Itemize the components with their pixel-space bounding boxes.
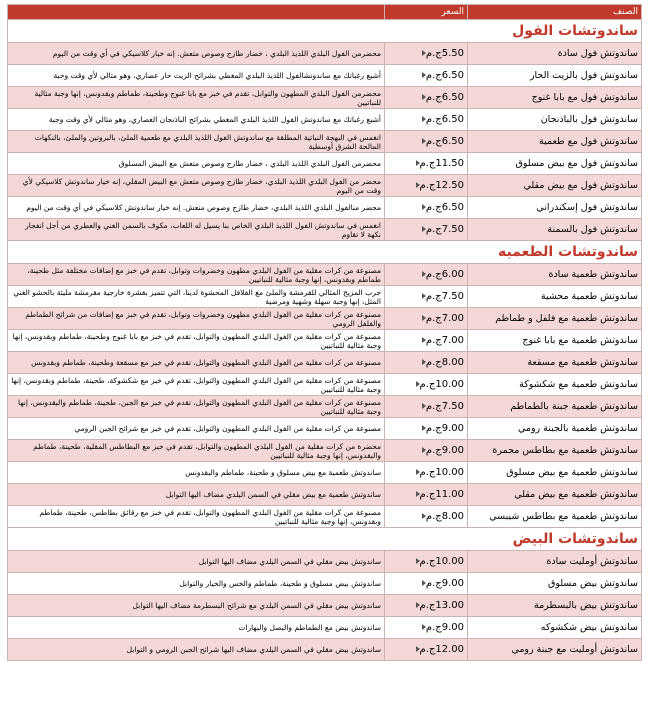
item-price: 6.50ج.م: [425, 70, 464, 81]
item-description: ساندوتش بيض مسلوق و طحينة، طماطم والخس والخيار والتوابل: [179, 579, 381, 588]
item-cell: [468, 462, 642, 484]
table-row: [8, 595, 642, 617]
price-cell: [385, 595, 468, 617]
item-name: ساندوتش أومليت مع جبنة رومي: [511, 644, 638, 655]
item-cell: [468, 175, 642, 197]
item-price: 7.50ج.م: [425, 401, 464, 412]
desc-cell: [8, 396, 385, 418]
desc-cell: [8, 65, 385, 87]
item-name: ساندوتش طعمية مع بابا غنوج: [522, 335, 638, 346]
item-cell: [468, 65, 642, 87]
table-row: [8, 43, 642, 65]
item-name: ساندوتش طعمية سادة: [548, 269, 638, 280]
item-name: ساندوتش طعمية جبنة بالطماطم: [510, 401, 638, 412]
price-cell: [385, 330, 468, 352]
desc-cell: [8, 43, 385, 65]
item-price: 6.00ج.م: [425, 269, 464, 280]
item-price: 9.00ج.م: [425, 622, 464, 633]
item-price: 7.50ج.م: [425, 224, 464, 235]
table-row: [8, 175, 642, 197]
item-price: 12.50ج.م: [419, 180, 464, 191]
desc-cell: [8, 330, 385, 352]
price-cell: [385, 197, 468, 219]
section-header: [8, 20, 642, 43]
item-description: مصنوعة من كرات مقلية من الفول البلدي المطهون والتوابل، تقدم في خبز مع رقائق بطاطس، طحينة، طماطم وبقدونس، إنها وجبة مثالية للنباتيين: [39, 507, 381, 526]
table-row: [8, 219, 642, 241]
header-price: السعر: [385, 5, 468, 20]
desc-cell: [8, 264, 385, 286]
section-header: [8, 528, 642, 551]
table-row: [8, 131, 642, 153]
menu-body: [8, 20, 642, 661]
price-cell: [385, 175, 468, 197]
section-cell: [8, 528, 642, 551]
item-name: ساندوتش طعمية بالجبنة رومي: [517, 423, 638, 434]
desc-cell: [8, 352, 385, 374]
desc-cell: [8, 595, 385, 617]
section-title: ساندوتشات البيض: [512, 531, 638, 547]
item-description: انغمس في البهجة النباتية المطلقة مع ساندوتش الفول اللذيذ البلدي مع طعمية الملئ، بالبروتين والملئ، بالنكهات المالحة الشرق أوسطية: [34, 132, 381, 151]
section-title: ساندوتشات الفول: [512, 23, 638, 39]
item-description: ساندوتش طعمية مع بيض مسلوق و طحينة، طماطم والبقدونس: [185, 468, 381, 477]
item-name: ساندوتش طعمية مع بطاطس محمرة: [492, 445, 638, 456]
section-title: ساندوتشات الطعميه: [498, 244, 638, 260]
table-row: [8, 639, 642, 661]
price-cell: [385, 308, 468, 330]
table-row: [8, 197, 642, 219]
item-price: 12.00ج.م: [419, 644, 464, 655]
item-cell: [468, 109, 642, 131]
item-name: ساندوتش فول إسكندراني: [536, 202, 638, 213]
item-cell: [468, 308, 642, 330]
item-price: 11.50ج.م: [419, 158, 464, 169]
price-cell: [385, 65, 468, 87]
item-name: ساندوتش فول سادة: [557, 48, 638, 59]
item-price: 9.00ج.م: [425, 445, 464, 456]
desc-cell: [8, 551, 385, 573]
item-price: 9.00ج.م: [425, 423, 464, 434]
price-cell: [385, 374, 468, 396]
desc-cell: [8, 374, 385, 396]
header-desc: [8, 5, 385, 20]
item-description: محضر منالفول البلدي اللذيذ البلدي، خضار طازج وصوص متعش. إنه خيار ساندوتش كلاسيكي في أي وقت من اليوم: [26, 203, 381, 212]
item-description: مصنوعة من كرات مقلية من الفول البلدي المطهون والتوابل، تقدم في خبز مع بابا غنوج وطحينة، طماطم وبقدونس، إنها وجبة مثالية للنباتيين: [12, 331, 381, 350]
item-cell: [468, 506, 642, 528]
item-description: محضرمن الفول البلدي اللذيذ البلدي ، خضار طازج وصوص متعش مع البيض المسلوق: [118, 159, 381, 168]
desc-cell: [8, 617, 385, 639]
desc-cell: [8, 308, 385, 330]
table-row: [8, 352, 642, 374]
item-price: 6.50ج.م: [425, 92, 464, 103]
item-name: ساندوتش طعمية مع مسقعة: [527, 357, 638, 368]
table-row: [8, 396, 642, 418]
table-row: [8, 418, 642, 440]
item-price: 7.50ج.م: [425, 291, 464, 302]
desc-cell: [8, 153, 385, 175]
desc-cell: [8, 197, 385, 219]
item-name: ساندوتش أومليت سادة: [546, 556, 638, 567]
price-cell: [385, 462, 468, 484]
table-row: [8, 153, 642, 175]
item-description: انغمس في ساندوتش الفول اللذيذ البلدي الخاص بنا يسيل له اللعاب، مكوف بالسمن الغني والعطري من أجل انفجار نكهة لا تقاوم: [25, 220, 381, 239]
price-cell: [385, 418, 468, 440]
item-cell: [468, 264, 642, 286]
item-description: محضرمن الفول البلدي المطهون والتوابل، تقدم في خبز مع بابا غنوج وطحينة، طماطم وبقدونس، إنها وجبة مثالية للنباتيين: [34, 88, 381, 107]
item-cell: [468, 286, 642, 308]
table-row: [8, 506, 642, 528]
desc-cell: [8, 418, 385, 440]
table-row: [8, 551, 642, 573]
price-cell: [385, 43, 468, 65]
item-price: 7.00ج.م: [425, 313, 464, 324]
item-name: ساندوتش فول بالزيت الحار: [529, 70, 638, 81]
item-price: 6.50ج.م: [425, 202, 464, 213]
menu-table: [7, 4, 642, 661]
item-cell: [468, 330, 642, 352]
item-price: 7.00ج.م: [425, 335, 464, 346]
item-cell: [468, 396, 642, 418]
price-cell: [385, 440, 468, 462]
item-price: 9.00ج.م: [425, 578, 464, 589]
price-cell: [385, 219, 468, 241]
item-cell: [468, 87, 642, 109]
price-cell: [385, 617, 468, 639]
header-item: الصنف: [468, 5, 642, 20]
item-price: 10.00ج.م: [419, 379, 464, 390]
table-row: [8, 264, 642, 286]
item-name: ساندوتش فول بالباذنجان: [540, 114, 638, 125]
item-cell: [468, 131, 642, 153]
price-cell: [385, 153, 468, 175]
price-cell: [385, 573, 468, 595]
desc-cell: [8, 286, 385, 308]
desc-cell: [8, 573, 385, 595]
price-cell: [385, 639, 468, 661]
item-description: مصنوعة من كرات مقلية من الفول البلدي المطهون والتوابل، تقدم في خبز مع شرائح الجبن الرومي: [74, 424, 381, 433]
desc-cell: [8, 109, 385, 131]
section-cell: [8, 241, 642, 264]
item-cell: [468, 639, 642, 661]
item-cell: [468, 440, 642, 462]
item-description: مصنوعة من كرات مقلية من الفول البلدي مطهون وخضروات وتوابل، تقدم في خبز مع إضافات من شرائح الطماطم والفلفل الرومي: [25, 309, 381, 328]
item-description: محضرمن الفول البلدي اللذيذ البلدي ، خضار طازج وصوص متعش. إنه خيار كلاسيكي في أي وقت من اليوم: [52, 49, 381, 58]
item-price: 10.00ج.م: [419, 467, 464, 478]
item-name: ساندوتش بيض بالبسطرمة: [533, 600, 638, 611]
item-name: ساندوتش طعمية مع بطاطس شيبسي: [489, 511, 638, 522]
item-price: 13.00ج.م: [419, 600, 464, 611]
item-description: ساندوتش بيض مع الطماطم والبصل والبهارات: [238, 623, 381, 632]
menu-page: [8, 4, 642, 661]
desc-cell: [8, 131, 385, 153]
price-cell: [385, 109, 468, 131]
table-row: [8, 617, 642, 639]
table-row: [8, 286, 642, 308]
item-description: أشبع رغباتك مع ساندوتشالفول اللذيذ البلدي المغطي بشرائح الزيت حار عصاري، وهو مثالي لأي وقت وجبة: [53, 71, 381, 80]
item-cell: [468, 595, 642, 617]
table-row: [8, 484, 642, 506]
item-cell: [468, 43, 642, 65]
table-row: [8, 573, 642, 595]
table-row: [8, 65, 642, 87]
item-cell: [468, 573, 642, 595]
item-name: ساندوتش طعمية مع بيض مقلي: [514, 489, 638, 500]
item-name: ساندوتش طعمية مع بيض مسلوق: [506, 467, 638, 478]
section-header: [8, 241, 642, 264]
price-cell: [385, 551, 468, 573]
price-cell: [385, 87, 468, 109]
table-row: [8, 330, 642, 352]
price-cell: [385, 484, 468, 506]
item-name: ساندوتش فول بالسمنة: [547, 224, 638, 235]
section-cell: [8, 20, 642, 43]
item-description: ساندوتش بيض مقلي في السمن البلدي مضاف اليها التوابل: [198, 557, 381, 566]
table-header: [8, 5, 642, 20]
item-name: ساندوتش طعمية مع فلفل و طماطم: [495, 313, 638, 324]
item-description: محضر من الفول البلدي اللذيذ البلدي، خضار طازج وصوص متعش مع البيض المقلي، إنه خيار ساندوتش كلاسيكي لأي وقت من اليوم: [22, 176, 381, 195]
item-cell: [468, 197, 642, 219]
item-cell: [468, 153, 642, 175]
item-description: جرب المزيج المثالي للقرمشة والملئ مع الفلافل المحشوة لدينا، التي تتميز بقشرة خارجية مقرمشة مليئة بالحشو الغني المثل، إنها وجبة سهلة وشهية ومرضية: [13, 287, 381, 306]
item-description: محضرة من كرات مقلية من الفول البلدي المطهون والتوابل، تقدم في خبز مع البطاطس المقلية، طحينة، طماطم والبقدونس، إنها وجبة مثالية للنباتيين: [33, 441, 381, 460]
item-description: مصنوعة من كرات مقلية من الفول البلدي المطهون والتوابل، تقدم في خبز مع الجبن، طحينة، طماطم والبقدونس، إنها وجبة مثالية للنباتيين: [18, 397, 381, 416]
price-cell: [385, 352, 468, 374]
item-name: ساندوتش فول مع بيض مقلي: [523, 180, 638, 191]
price-cell: [385, 506, 468, 528]
desc-cell: [8, 639, 385, 661]
desc-cell: [8, 484, 385, 506]
item-cell: [468, 617, 642, 639]
desc-cell: [8, 219, 385, 241]
item-price: 11.00ج.م: [419, 489, 464, 500]
item-description: مصنوعة من كرات مقلية من الفول البلدي المطهون والتوابل، تقدم في خبز مع شكشوكة، طحينة، طماطم وبقدونس، إنها وجبة مثالية للنباتيين: [11, 375, 381, 394]
table-row: [8, 87, 642, 109]
item-price: 8.00ج.م: [425, 511, 464, 522]
item-price: 6.50ج.م: [425, 136, 464, 147]
desc-cell: [8, 440, 385, 462]
item-name: ساندوتش بيض مسلوق: [547, 578, 638, 589]
item-price: 6.50ج.م: [425, 114, 464, 125]
price-cell: [385, 286, 468, 308]
table-row: [8, 440, 642, 462]
table-row: [8, 308, 642, 330]
desc-cell: [8, 506, 385, 528]
price-cell: [385, 131, 468, 153]
item-name: ساندوتش طعمية محشية: [540, 291, 638, 302]
item-cell: [468, 352, 642, 374]
desc-cell: [8, 87, 385, 109]
item-name: ساندوتش فول مع طعمية: [539, 136, 638, 147]
item-description: ساندوتش بيض مقلي في السمن البلدي مع شرائح البسطرمة مضاف اليها التوابل: [132, 601, 381, 610]
item-cell: [468, 484, 642, 506]
item-price: 5.50ج.م: [425, 48, 464, 59]
item-name: ساندوتش فول مع بابا غنوج: [531, 92, 638, 103]
item-name: ساندوتش طعمية مع شكشوكة: [519, 379, 638, 390]
price-cell: [385, 396, 468, 418]
item-cell: [468, 551, 642, 573]
item-description: أشبع رغباتك مع ساندوتش الفول اللذيذ البلدي المغطي بشرائح الباذنجان العصاري، وهو مثالي لأي وقت وجبة: [48, 115, 381, 124]
desc-cell: [8, 462, 385, 484]
table-row: [8, 374, 642, 396]
item-description: مصنوعة من كرات مقلية من الفول البلدي مطهون وخضروات وتوابل، تقدم في خبز مع إضافات مختلفة مثل طحينة، طماطم وبقدونس، إنها وجبة مثالية للنباتيين: [27, 265, 381, 284]
item-cell: [468, 219, 642, 241]
item-name: ساندوتش فول مع بيض مسلوق: [515, 158, 638, 169]
item-description: ساندوتش طعمية مع بيض مقلي في السمن البلدي مضاف اليها التوابل: [165, 490, 381, 499]
table-row: [8, 462, 642, 484]
item-cell: [468, 418, 642, 440]
item-description: مصنوعة من كرات مقلية من الفول البلدي المطهون والتوابل، تقدم في خبز مع مسقعة وطحينة، طماطم وبقدونس: [31, 358, 381, 367]
item-price: 8.00ج.م: [425, 357, 464, 368]
item-name: ساندوتش بيض شكشوكه: [540, 622, 638, 633]
item-description: ساندوتش بيض مقلي في السمن البلدي مضاف اليها شرائح الجبن الرومي و التوابل: [126, 645, 381, 654]
item-price: 10.00ج.م: [419, 556, 464, 567]
item-cell: [468, 374, 642, 396]
desc-cell: [8, 175, 385, 197]
table-row: [8, 109, 642, 131]
price-cell: [385, 264, 468, 286]
